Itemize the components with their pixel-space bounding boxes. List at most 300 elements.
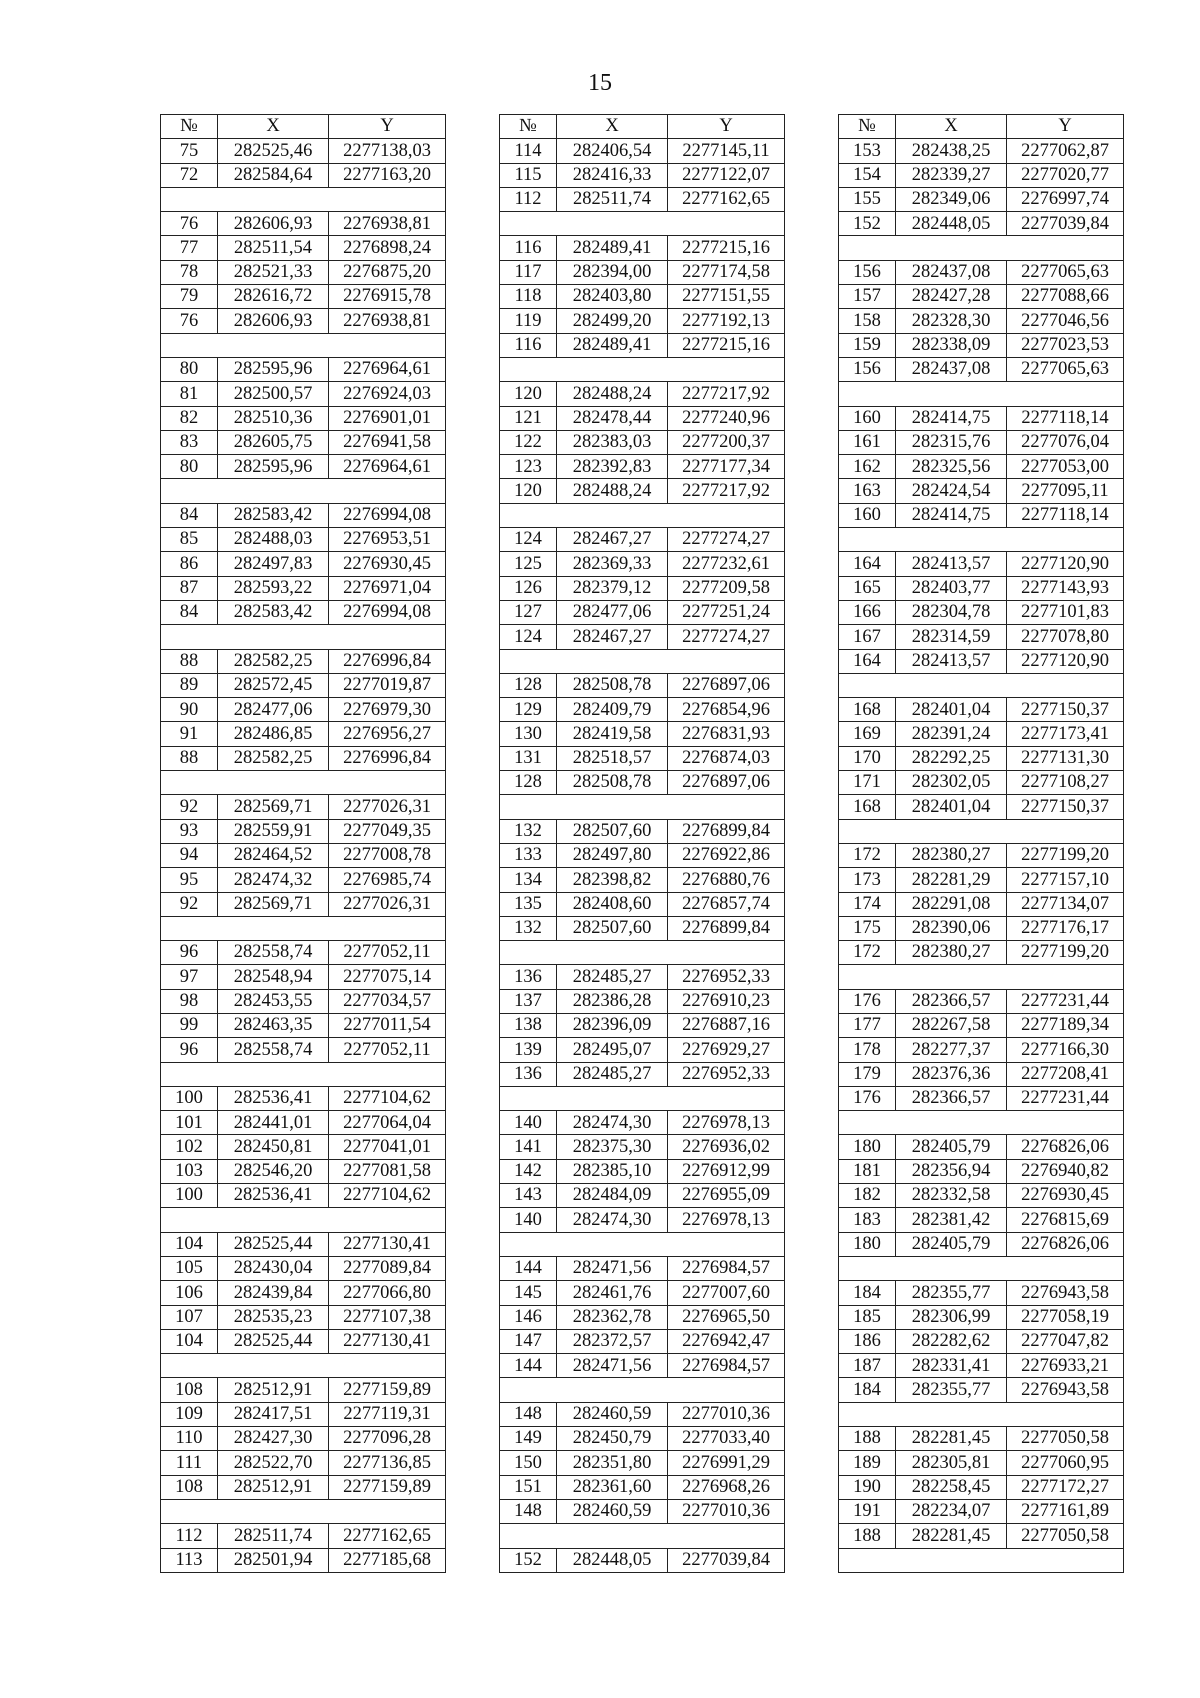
x-cell: 282512,91 [218, 1475, 329, 1499]
x-cell: 282583,42 [218, 600, 329, 624]
y-cell: 2277185,68 [329, 1548, 446, 1572]
header-number: № [500, 115, 557, 139]
table-row [500, 1475, 785, 1499]
point-number-cell: 128 [500, 673, 557, 697]
x-cell: 282315,76 [896, 430, 1007, 454]
table-row [161, 1475, 446, 1499]
point-number-cell: 116 [500, 333, 557, 357]
x-cell: 282507,60 [557, 916, 668, 940]
y-cell: 2277118,14 [1007, 503, 1124, 527]
point-number-cell: 156 [839, 260, 896, 284]
table-row [500, 600, 785, 624]
table-row [500, 1451, 785, 1475]
table-row [500, 1548, 785, 1572]
point-number-cell: 76 [161, 309, 218, 333]
point-number-cell: 168 [839, 698, 896, 722]
y-cell: 2277162,65 [668, 187, 785, 211]
x-cell: 282339,27 [896, 163, 1007, 187]
point-number-cell: 153 [839, 139, 896, 163]
table-row [161, 1111, 446, 1135]
y-cell: 2277138,03 [329, 139, 446, 163]
table-spacer-row [839, 1402, 1124, 1426]
x-cell: 282474,32 [218, 868, 329, 892]
y-cell: 2277026,31 [329, 795, 446, 819]
point-number-cell: 127 [500, 600, 557, 624]
y-cell: 2277118,14 [1007, 406, 1124, 430]
table-row [839, 843, 1124, 867]
point-number-cell: 160 [839, 503, 896, 527]
y-cell: 2276815,69 [1007, 1208, 1124, 1232]
y-cell: 2276953,51 [329, 528, 446, 552]
x-cell: 282304,78 [896, 600, 1007, 624]
x-cell: 282495,07 [557, 1038, 668, 1062]
y-cell: 2277173,41 [1007, 722, 1124, 746]
y-cell: 2277081,58 [329, 1159, 446, 1183]
y-cell: 2277231,44 [1007, 989, 1124, 1013]
y-cell: 2276964,61 [329, 357, 446, 381]
y-cell: 2277274,27 [668, 528, 785, 552]
y-cell: 2276897,06 [668, 771, 785, 795]
table-row [839, 1013, 1124, 1037]
spacer-cell [839, 382, 1124, 406]
point-number-cell: 101 [161, 1111, 218, 1135]
table-row [500, 916, 785, 940]
spacer-cell [161, 187, 446, 211]
table-spacer-row [839, 965, 1124, 989]
point-number-cell: 171 [839, 771, 896, 795]
spacer-cell [500, 795, 785, 819]
point-number-cell: 120 [500, 479, 557, 503]
table-row [161, 819, 446, 843]
point-number-cell: 88 [161, 649, 218, 673]
y-cell: 2277199,20 [1007, 941, 1124, 965]
y-cell: 2277130,41 [329, 1329, 446, 1353]
point-number-cell: 89 [161, 673, 218, 697]
spacer-cell [500, 1524, 785, 1548]
table-row [500, 1111, 785, 1135]
point-number-cell: 135 [500, 892, 557, 916]
x-cell: 282501,94 [218, 1548, 329, 1572]
y-cell: 2277157,10 [1007, 868, 1124, 892]
point-number-cell: 114 [500, 139, 557, 163]
x-cell: 282522,70 [218, 1451, 329, 1475]
x-cell: 282558,74 [218, 941, 329, 965]
x-cell: 282535,23 [218, 1305, 329, 1329]
spacer-cell [161, 771, 446, 795]
table-row [500, 843, 785, 867]
table-row [161, 1451, 446, 1475]
table-row [839, 552, 1124, 576]
y-cell: 2276897,06 [668, 673, 785, 697]
spacer-cell [500, 503, 785, 527]
x-cell: 282569,71 [218, 892, 329, 916]
x-cell: 282408,60 [557, 892, 668, 916]
table-row [839, 1281, 1124, 1305]
table-spacer-row [161, 1208, 446, 1232]
y-cell: 2277088,66 [1007, 285, 1124, 309]
point-number-cell: 121 [500, 406, 557, 430]
point-number-cell: 155 [839, 187, 896, 211]
y-cell: 2277162,65 [329, 1524, 446, 1548]
point-number-cell: 116 [500, 236, 557, 260]
y-cell: 2276955,09 [668, 1184, 785, 1208]
y-cell: 2276899,84 [668, 916, 785, 940]
y-cell: 2276952,33 [668, 1062, 785, 1086]
point-number-cell: 179 [839, 1062, 896, 1086]
y-cell: 2277120,90 [1007, 552, 1124, 576]
table-row [161, 941, 446, 965]
table-row [839, 187, 1124, 211]
point-number-cell: 102 [161, 1135, 218, 1159]
y-cell: 2277096,28 [329, 1427, 446, 1451]
y-cell: 2277192,13 [668, 309, 785, 333]
x-cell: 282366,57 [896, 1086, 1007, 1110]
table-row [839, 285, 1124, 309]
table-row [161, 455, 446, 479]
x-cell: 282450,79 [557, 1427, 668, 1451]
x-cell: 282267,58 [896, 1013, 1007, 1037]
point-number-cell: 162 [839, 455, 896, 479]
y-cell: 2277122,07 [668, 163, 785, 187]
y-cell: 2276968,26 [668, 1475, 785, 1499]
y-cell: 2277174,58 [668, 260, 785, 284]
point-number-cell: 111 [161, 1451, 218, 1475]
table-row [161, 406, 446, 430]
y-cell: 2277101,83 [1007, 600, 1124, 624]
x-cell: 282376,36 [896, 1062, 1007, 1086]
header-x: X [218, 115, 329, 139]
x-cell: 282396,09 [557, 1013, 668, 1037]
x-cell: 282548,94 [218, 965, 329, 989]
table-row [161, 1427, 446, 1451]
x-cell: 282379,12 [557, 576, 668, 600]
table-row [500, 771, 785, 795]
y-cell: 2277232,61 [668, 552, 785, 576]
point-number-cell: 113 [161, 1548, 218, 1572]
point-number-cell: 139 [500, 1038, 557, 1062]
point-number-cell: 180 [839, 1232, 896, 1256]
table-row [500, 1281, 785, 1305]
point-number-cell: 129 [500, 698, 557, 722]
y-cell: 2276930,45 [1007, 1184, 1124, 1208]
x-cell: 282593,22 [218, 576, 329, 600]
x-cell: 282383,03 [557, 430, 668, 454]
x-cell: 282438,25 [896, 139, 1007, 163]
table-row [161, 576, 446, 600]
point-number-cell: 150 [500, 1451, 557, 1475]
x-cell: 282448,05 [557, 1548, 668, 1572]
table-row [839, 357, 1124, 381]
table-row [161, 1548, 446, 1572]
y-cell: 2277130,41 [329, 1232, 446, 1256]
y-cell: 2276898,24 [329, 236, 446, 260]
table-row [161, 843, 446, 867]
table-spacer-row [500, 1086, 785, 1110]
x-cell: 282314,59 [896, 625, 1007, 649]
table-row [161, 1378, 446, 1402]
spacer-cell [500, 212, 785, 236]
x-cell: 282474,30 [557, 1111, 668, 1135]
table-row [161, 430, 446, 454]
y-cell: 2277089,84 [329, 1256, 446, 1280]
x-cell: 282401,04 [896, 795, 1007, 819]
y-cell: 2277240,96 [668, 406, 785, 430]
y-cell: 2277251,24 [668, 600, 785, 624]
point-number-cell: 174 [839, 892, 896, 916]
x-cell: 282463,35 [218, 1013, 329, 1037]
point-number-cell: 190 [839, 1475, 896, 1499]
point-number-cell: 84 [161, 503, 218, 527]
x-cell: 282460,59 [557, 1402, 668, 1426]
y-cell: 2277039,84 [1007, 212, 1124, 236]
table-row [161, 1281, 446, 1305]
point-number-cell: 96 [161, 941, 218, 965]
table-spacer-row [161, 1354, 446, 1378]
table-row [839, 333, 1124, 357]
y-cell: 2276826,06 [1007, 1135, 1124, 1159]
table-spacer-row [839, 819, 1124, 843]
table-row [161, 1402, 446, 1426]
y-cell: 2276952,33 [668, 965, 785, 989]
table-row [500, 1354, 785, 1378]
x-cell: 282427,30 [218, 1427, 329, 1451]
table-row [161, 236, 446, 260]
table-row [839, 1232, 1124, 1256]
y-cell: 2277215,16 [668, 333, 785, 357]
x-cell: 282392,83 [557, 455, 668, 479]
table-row [839, 1475, 1124, 1499]
point-number-cell: 170 [839, 746, 896, 770]
table-spacer-row [839, 382, 1124, 406]
y-cell: 2276880,76 [668, 868, 785, 892]
y-cell: 2277046,56 [1007, 309, 1124, 333]
table-row [839, 916, 1124, 940]
x-cell: 282525,46 [218, 139, 329, 163]
y-cell: 2276994,08 [329, 600, 446, 624]
y-cell: 2276857,74 [668, 892, 785, 916]
y-cell: 2276936,02 [668, 1135, 785, 1159]
y-cell: 2276922,86 [668, 843, 785, 867]
table-row [839, 1184, 1124, 1208]
table-row [161, 1256, 446, 1280]
x-cell: 282277,37 [896, 1038, 1007, 1062]
spacer-cell [500, 649, 785, 673]
y-cell: 2277075,14 [329, 965, 446, 989]
spacer-cell [500, 1378, 785, 1402]
table-spacer-row [500, 1232, 785, 1256]
point-number-cell: 138 [500, 1013, 557, 1037]
table-row [500, 1402, 785, 1426]
spacer-cell [500, 357, 785, 381]
y-cell: 2277200,37 [668, 430, 785, 454]
table-row [500, 430, 785, 454]
x-cell: 282582,25 [218, 649, 329, 673]
y-cell: 2277136,85 [329, 1451, 446, 1475]
point-number-cell: 156 [839, 357, 896, 381]
table-row [161, 503, 446, 527]
table-row [161, 552, 446, 576]
x-cell: 282349,06 [896, 187, 1007, 211]
table-row [500, 965, 785, 989]
table-row [161, 1184, 446, 1208]
table-row [500, 1305, 785, 1329]
table-row [839, 1062, 1124, 1086]
x-cell: 282595,96 [218, 357, 329, 381]
table-row [500, 1184, 785, 1208]
y-cell: 2277052,11 [329, 1038, 446, 1062]
table-row [500, 1159, 785, 1183]
spacer-cell [500, 1086, 785, 1110]
header-x: X [896, 115, 1007, 139]
table-spacer-row [500, 795, 785, 819]
header-x: X [557, 115, 668, 139]
y-cell: 2276943,58 [1007, 1281, 1124, 1305]
point-number-cell: 147 [500, 1329, 557, 1353]
table-row [161, 260, 446, 284]
x-cell: 282486,85 [218, 722, 329, 746]
point-number-cell: 141 [500, 1135, 557, 1159]
x-cell: 282477,06 [557, 600, 668, 624]
y-cell: 2277052,11 [329, 941, 446, 965]
point-number-cell: 164 [839, 649, 896, 673]
x-cell: 282485,27 [557, 965, 668, 989]
table-spacer-row [500, 212, 785, 236]
point-number-cell: 123 [500, 455, 557, 479]
x-cell: 282606,93 [218, 309, 329, 333]
x-cell: 282355,77 [896, 1281, 1007, 1305]
y-cell: 2276994,08 [329, 503, 446, 527]
x-cell: 282467,27 [557, 625, 668, 649]
table-row [500, 989, 785, 1013]
coordinates-table-3 [838, 114, 1124, 1573]
y-cell: 2277076,04 [1007, 430, 1124, 454]
table-spacer-row [500, 357, 785, 381]
point-number-cell: 87 [161, 576, 218, 600]
header-y: Y [1007, 115, 1124, 139]
point-number-cell: 104 [161, 1329, 218, 1353]
table-row [161, 892, 446, 916]
point-number-cell: 80 [161, 357, 218, 381]
point-number-cell: 140 [500, 1208, 557, 1232]
x-cell: 282536,41 [218, 1184, 329, 1208]
x-cell: 282583,42 [218, 503, 329, 527]
y-cell: 2277209,58 [668, 576, 785, 600]
point-number-cell: 142 [500, 1159, 557, 1183]
point-number-cell: 97 [161, 965, 218, 989]
x-cell: 282536,41 [218, 1086, 329, 1110]
table-row [500, 892, 785, 916]
table-spacer-row [161, 916, 446, 940]
point-number-cell: 120 [500, 382, 557, 406]
y-cell: 2276910,23 [668, 989, 785, 1013]
x-cell: 282430,04 [218, 1256, 329, 1280]
x-cell: 282403,77 [896, 576, 1007, 600]
table-row [839, 309, 1124, 333]
x-cell: 282569,71 [218, 795, 329, 819]
point-number-cell: 187 [839, 1354, 896, 1378]
spacer-cell [839, 236, 1124, 260]
y-cell: 2276912,99 [668, 1159, 785, 1183]
x-cell: 282416,33 [557, 163, 668, 187]
table-row [839, 455, 1124, 479]
x-cell: 282584,64 [218, 163, 329, 187]
spacer-cell [161, 333, 446, 357]
spacer-cell [500, 941, 785, 965]
table-row [500, 625, 785, 649]
point-number-cell: 168 [839, 795, 896, 819]
point-number-cell: 145 [500, 1281, 557, 1305]
x-cell: 282499,20 [557, 309, 668, 333]
y-cell: 2276978,13 [668, 1111, 785, 1135]
point-number-cell: 115 [500, 163, 557, 187]
y-cell: 2276831,93 [668, 722, 785, 746]
y-cell: 2277034,57 [329, 989, 446, 1013]
x-cell: 282461,76 [557, 1281, 668, 1305]
x-cell: 282338,09 [896, 333, 1007, 357]
x-cell: 282282,62 [896, 1329, 1007, 1353]
table-spacer-row [161, 479, 446, 503]
y-cell: 2276985,74 [329, 868, 446, 892]
table-row [500, 455, 785, 479]
table-row [161, 868, 446, 892]
y-cell: 2277104,62 [329, 1184, 446, 1208]
y-cell: 2276941,58 [329, 430, 446, 454]
point-number-cell: 109 [161, 1402, 218, 1426]
point-number-cell: 144 [500, 1354, 557, 1378]
x-cell: 282417,51 [218, 1402, 329, 1426]
x-cell: 282460,59 [557, 1499, 668, 1523]
table-spacer-row [161, 1499, 446, 1523]
spacer-cell [161, 1499, 446, 1523]
x-cell: 282369,33 [557, 552, 668, 576]
point-number-cell: 160 [839, 406, 896, 430]
y-cell: 2277095,11 [1007, 479, 1124, 503]
table-row [839, 722, 1124, 746]
table-row [500, 722, 785, 746]
point-number-cell: 173 [839, 868, 896, 892]
y-cell: 2276978,13 [668, 1208, 785, 1232]
x-cell: 282559,91 [218, 819, 329, 843]
table-row [161, 989, 446, 1013]
point-number-cell: 161 [839, 430, 896, 454]
y-cell: 2277104,62 [329, 1086, 446, 1110]
point-number-cell: 91 [161, 722, 218, 746]
y-cell: 2277041,01 [329, 1135, 446, 1159]
x-cell: 282546,20 [218, 1159, 329, 1183]
y-cell: 2277107,38 [329, 1305, 446, 1329]
y-cell: 2277163,20 [329, 163, 446, 187]
table-row [500, 1013, 785, 1037]
point-number-cell: 88 [161, 746, 218, 770]
table-row [161, 1232, 446, 1256]
point-number-cell: 158 [839, 309, 896, 333]
point-number-cell: 90 [161, 698, 218, 722]
x-cell: 282409,79 [557, 698, 668, 722]
y-cell: 2276930,45 [329, 552, 446, 576]
y-cell: 2276924,03 [329, 382, 446, 406]
point-number-cell: 172 [839, 843, 896, 867]
x-cell: 282414,75 [896, 503, 1007, 527]
table-spacer-row [500, 649, 785, 673]
point-number-cell: 133 [500, 843, 557, 867]
point-number-cell: 178 [839, 1038, 896, 1062]
x-cell: 282380,27 [896, 843, 1007, 867]
table-spacer-row [500, 1378, 785, 1402]
table-spacer-row [161, 333, 446, 357]
table-row [500, 163, 785, 187]
spacer-cell [500, 1232, 785, 1256]
table-row [161, 309, 446, 333]
